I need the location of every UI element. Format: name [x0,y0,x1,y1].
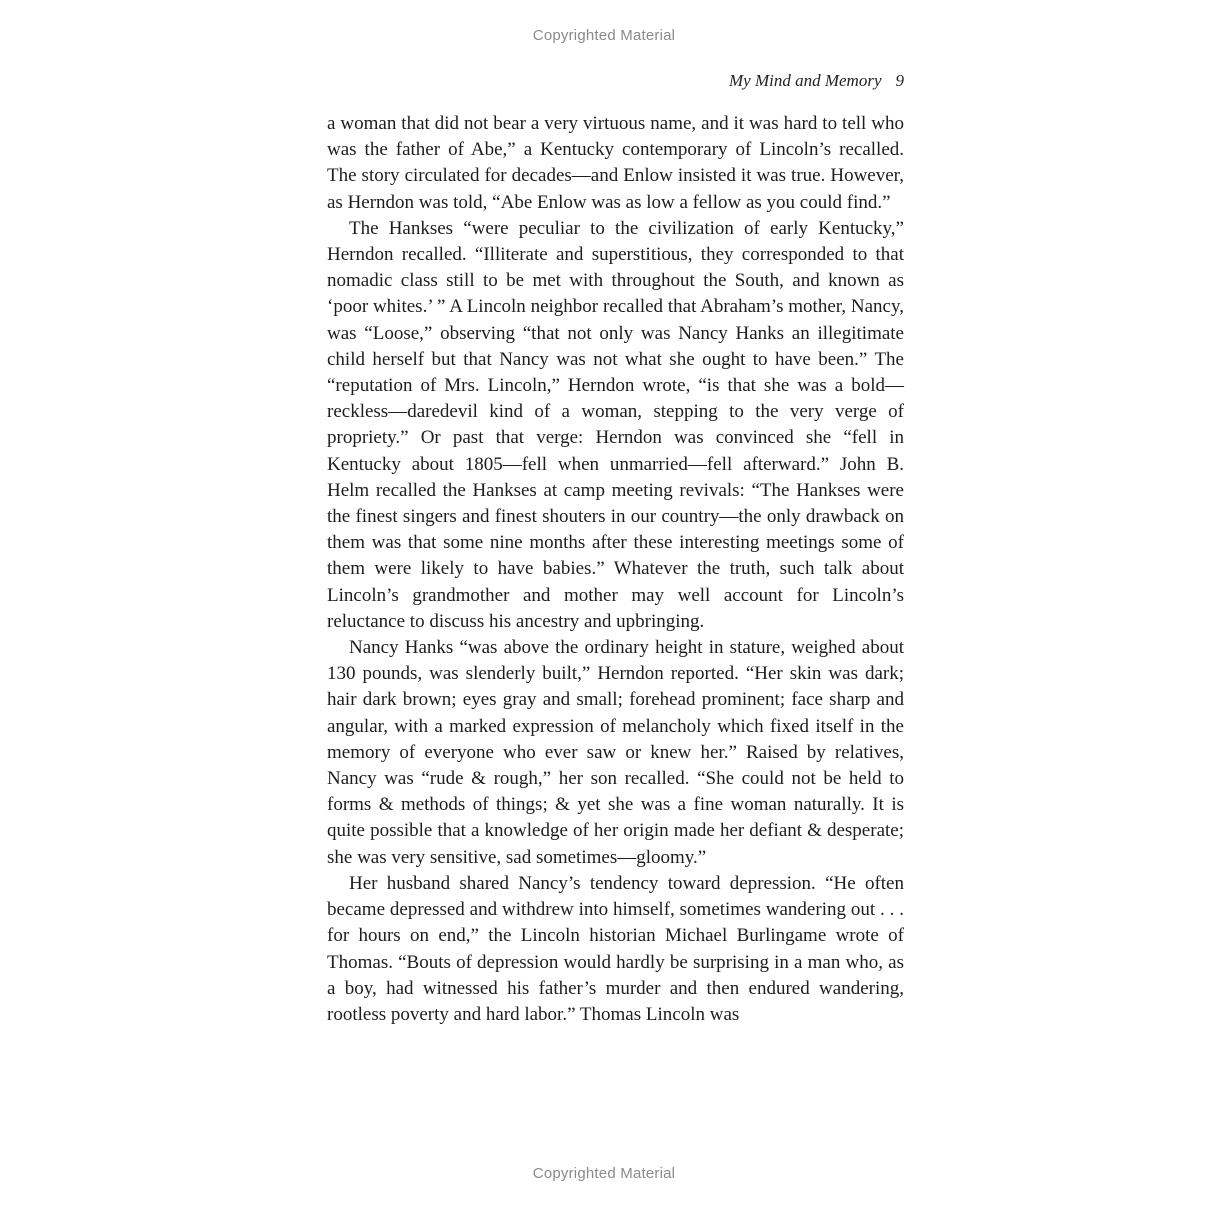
body-text [327,111,904,1028]
paragraph-nancy-hanks: Nancy Hanks “was above the ordinary height in stature, weighed about 130 pounds, was slenderly built,” Herndon reported. “Her skin was dark; hair dark brown; eyes gray and small; forehead prominent; face sharp and angular, with a marked expression of melancholy which fixed itself in the memory of everyone who ever saw or knew her.” Raised by relatives, Nancy was “rude & rough,” her son recalled. “She could not be held to forms & methods of things; & yet she was a fine woman naturally. It is quite possible that a knowledge of her origin made her defiant & desperate; she was very sensitive, sad sometimes—gloomy.” [327,637,904,868]
copyright-watermark-bottom: Copyrighted Material [532,1165,676,1182]
paragraph-continued: a woman that did not bear a very virtuous name, and it was hard to tell who was the father of Abe,” a Kentucky contemporary of Lincoln’s recalled. The story circulated for decades—and Enlow insisted it was true. However, as Herndon was told, “Abe Enlow was as low a fellow as you could find.” [327,113,904,213]
chapter-title: My Mind and Memory [729,71,882,90]
paragraph-hankses: The Hankses “were peculiar to the civilization of early Kentucky,” Herndon recalled. “Illiterate and superstitious, they corresponded to that nomadic class still to be met with throughout the South, and known as ‘poor whites.’ ” A Lincoln neighbor recalled that Abraham’s mother, Nancy, was “Loose,” observing “that not only was Nancy Hanks an illegitimate child herself but that Nancy was not what she ought to have been.” The “reputation of Mrs. Lincoln,” Herndon wrote, “is that she was a bold—reckless—daredevil kind of a woman, stepping to the very verge of propriety.” Or past that verge: Herndon was convinced she “fell in Kentucky about 1805—fell when unmarried—fell afterward.” John B. Helm recalled the Hankses at camp meeting revivals: “The Hankses were the finest singers and finest shouters in our country—the only drawback on them was that some nine months after these interesting meetings some of them were likely to have babies.” Whatever the truth, such talk about Lincoln’s grandmother and mother may well account for Lincoln’s reluctance to discuss his ancestry and upbringing. [327,217,904,632]
paragraph-husband: Her husband shared Nancy’s tendency toward depression. “He often became depressed and withdrew into himself, sometimes wandering out . . . for hours on end,” the Lincoln historian Michael Burlingame wrote of Thomas. “Bouts of depression would hardly be surprising in a man who, as a boy, had witnessed his father’s murder and then endured wandering, rootless poverty and hard labor.” Thomas Lincoln was [327,872,904,1025]
copyright-watermark-top: Copyrighted Material [532,27,676,44]
page-number: 9 [895,71,904,90]
running-head [327,71,904,91]
